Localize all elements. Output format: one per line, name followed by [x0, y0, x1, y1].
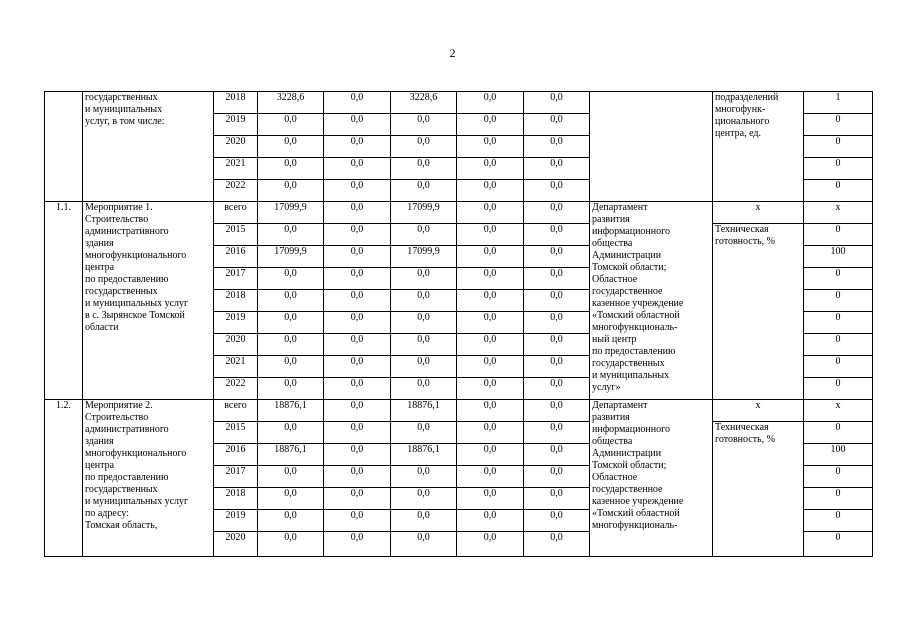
- regional-budget-cell: 0,0: [391, 422, 457, 444]
- indicator-value-cell: 0: [804, 466, 873, 488]
- total-funding-cell: 0,0: [258, 290, 324, 312]
- other-sources-cell: 0,0: [524, 136, 590, 158]
- regional-budget-cell: 0,0: [391, 268, 457, 290]
- regional-budget-cell: 0,0: [391, 158, 457, 180]
- total-funding-cell: 0,0: [258, 268, 324, 290]
- row-number-cell: 1.2.: [45, 400, 83, 557]
- regional-budget-cell: 0,0: [391, 180, 457, 202]
- total-funding-cell: 18876,1: [258, 400, 324, 422]
- regional-budget-cell: 0,0: [391, 114, 457, 136]
- program-table: [44, 91, 873, 557]
- year-cell: 2016: [214, 246, 258, 268]
- other-sources-cell: 0,0: [524, 510, 590, 532]
- federal-budget-cell: 0,0: [324, 444, 391, 466]
- regional-budget-cell: 18876,1: [391, 400, 457, 422]
- indicator-value-cell: 100: [804, 246, 873, 268]
- local-budget-cell: 0,0: [457, 378, 524, 400]
- indicator-value-cell: 1: [804, 92, 873, 114]
- year-cell: 2018: [214, 92, 258, 114]
- other-sources-cell: 0,0: [524, 158, 590, 180]
- indicator-value-cell: х: [804, 202, 873, 224]
- other-sources-cell: 0,0: [524, 268, 590, 290]
- regional-budget-cell: 0,0: [391, 290, 457, 312]
- measure-name-cell: Мероприятие 2. Строительство административного здания многофункционального центра по предоставлению государственных и муниципальных услуг по адресу: Томская область,: [83, 400, 214, 557]
- total-funding-cell: 17099,9: [258, 202, 324, 224]
- total-funding-cell: 0,0: [258, 180, 324, 202]
- year-cell: 2021: [214, 356, 258, 378]
- federal-budget-cell: 0,0: [324, 246, 391, 268]
- year-cell: 2018: [214, 290, 258, 312]
- other-sources-cell: 0,0: [524, 488, 590, 510]
- total-funding-cell: 0,0: [258, 356, 324, 378]
- local-budget-cell: 0,0: [457, 136, 524, 158]
- indicator-value-cell: 100: [804, 444, 873, 466]
- local-budget-cell: 0,0: [457, 334, 524, 356]
- total-funding-cell: 0,0: [258, 136, 324, 158]
- year-cell: 2022: [214, 180, 258, 202]
- total-funding-cell: 0,0: [258, 510, 324, 532]
- other-sources-cell: 0,0: [524, 532, 590, 557]
- row-number-cell: 1.1.: [45, 202, 83, 400]
- federal-budget-cell: 0,0: [324, 92, 391, 114]
- regional-budget-cell: 0,0: [391, 532, 457, 557]
- year-cell: 2017: [214, 466, 258, 488]
- other-sources-cell: 0,0: [524, 356, 590, 378]
- local-budget-cell: 0,0: [457, 356, 524, 378]
- year-cell: 2017: [214, 268, 258, 290]
- local-budget-cell: 0,0: [457, 224, 524, 246]
- federal-budget-cell: 0,0: [324, 202, 391, 224]
- year-cell: 2016: [214, 444, 258, 466]
- indicator-value-cell: 0: [804, 268, 873, 290]
- local-budget-cell: 0,0: [457, 488, 524, 510]
- other-sources-cell: 0,0: [524, 114, 590, 136]
- measure-name-cell: Мероприятие 1. Строительство административного здания многофункционального центра по предоставлению государственных и муниципальных услуг в с. Зырянское Томской области: [83, 202, 214, 400]
- federal-budget-cell: 0,0: [324, 422, 391, 444]
- other-sources-cell: 0,0: [524, 378, 590, 400]
- indicator-value-cell: 0: [804, 356, 873, 378]
- local-budget-cell: 0,0: [457, 202, 524, 224]
- year-cell: 2015: [214, 422, 258, 444]
- total-funding-cell: 0,0: [258, 422, 324, 444]
- year-cell: 2019: [214, 114, 258, 136]
- regional-budget-cell: 0,0: [391, 356, 457, 378]
- regional-budget-cell: 0,0: [391, 312, 457, 334]
- federal-budget-cell: 0,0: [324, 466, 391, 488]
- regional-budget-cell: 0,0: [391, 136, 457, 158]
- local-budget-cell: 0,0: [457, 246, 524, 268]
- local-budget-cell: 0,0: [457, 422, 524, 444]
- year-cell: 2020: [214, 532, 258, 557]
- local-budget-cell: 0,0: [457, 92, 524, 114]
- other-sources-cell: 0,0: [524, 444, 590, 466]
- regional-budget-cell: 18876,1: [391, 444, 457, 466]
- indicator-value-cell: 0: [804, 488, 873, 510]
- total-funding-cell: 0,0: [258, 488, 324, 510]
- regional-budget-cell: 0,0: [391, 378, 457, 400]
- local-budget-cell: 0,0: [457, 466, 524, 488]
- other-sources-cell: 0,0: [524, 290, 590, 312]
- federal-budget-cell: 0,0: [324, 532, 391, 557]
- year-cell: 2022: [214, 378, 258, 400]
- responsible-executor-cell: Департамент развития информационного общества Администрации Томской области; Областное государственное казенное учреждение «Томский областной многофункциональ- ный центр по предоставлению государственных и муниципальных услуг»: [590, 202, 713, 400]
- year-cell: 2021: [214, 158, 258, 180]
- indicator-name-cell: х: [713, 400, 804, 422]
- year-cell: всего: [214, 202, 258, 224]
- other-sources-cell: 0,0: [524, 422, 590, 444]
- indicator-value-cell: 0: [804, 290, 873, 312]
- other-sources-cell: 0,0: [524, 92, 590, 114]
- local-budget-cell: 0,0: [457, 180, 524, 202]
- local-budget-cell: 0,0: [457, 400, 524, 422]
- federal-budget-cell: 0,0: [324, 158, 391, 180]
- federal-budget-cell: 0,0: [324, 510, 391, 532]
- other-sources-cell: 0,0: [524, 180, 590, 202]
- indicator-value-cell: 0: [804, 334, 873, 356]
- regional-budget-cell: 0,0: [391, 224, 457, 246]
- indicator-value-cell: 0: [804, 378, 873, 400]
- regional-budget-cell: 0,0: [391, 334, 457, 356]
- total-funding-cell: 0,0: [258, 378, 324, 400]
- other-sources-cell: 0,0: [524, 246, 590, 268]
- local-budget-cell: 0,0: [457, 158, 524, 180]
- federal-budget-cell: 0,0: [324, 400, 391, 422]
- federal-budget-cell: 0,0: [324, 114, 391, 136]
- row-number-cell: [45, 92, 83, 202]
- federal-budget-cell: 0,0: [324, 312, 391, 334]
- other-sources-cell: 0,0: [524, 312, 590, 334]
- total-funding-cell: 0,0: [258, 158, 324, 180]
- year-cell: всего: [214, 400, 258, 422]
- indicator-value-cell: 0: [804, 180, 873, 202]
- indicator-name-cell: х: [713, 202, 804, 224]
- federal-budget-cell: 0,0: [324, 356, 391, 378]
- regional-budget-cell: 17099,9: [391, 202, 457, 224]
- federal-budget-cell: 0,0: [324, 378, 391, 400]
- other-sources-cell: 0,0: [524, 466, 590, 488]
- local-budget-cell: 0,0: [457, 268, 524, 290]
- year-cell: 2018: [214, 488, 258, 510]
- local-budget-cell: 0,0: [457, 312, 524, 334]
- regional-budget-cell: 3228,6: [391, 92, 457, 114]
- local-budget-cell: 0,0: [457, 114, 524, 136]
- year-cell: 2015: [214, 224, 258, 246]
- federal-budget-cell: 0,0: [324, 180, 391, 202]
- responsible-executor-cell: [590, 92, 713, 202]
- measure-name-cell: государственных и муниципальных услуг, в том числе:: [83, 92, 214, 202]
- total-funding-cell: 0,0: [258, 114, 324, 136]
- total-funding-cell: 0,0: [258, 224, 324, 246]
- regional-budget-cell: 0,0: [391, 466, 457, 488]
- local-budget-cell: 0,0: [457, 532, 524, 557]
- regional-budget-cell: 17099,9: [391, 246, 457, 268]
- local-budget-cell: 0,0: [457, 444, 524, 466]
- indicator-value-cell: 0: [804, 136, 873, 158]
- federal-budget-cell: 0,0: [324, 290, 391, 312]
- regional-budget-cell: 0,0: [391, 510, 457, 532]
- federal-budget-cell: 0,0: [324, 136, 391, 158]
- indicator-value-cell: 0: [804, 312, 873, 334]
- responsible-executor-cell: Департамент развития информационного общества Администрации Томской области; Областное государственное казенное учреждение «Томский областной многофункциональ-: [590, 400, 713, 557]
- table-row: [45, 400, 873, 422]
- total-funding-cell: 17099,9: [258, 246, 324, 268]
- federal-budget-cell: 0,0: [324, 268, 391, 290]
- total-funding-cell: 18876,1: [258, 444, 324, 466]
- federal-budget-cell: 0,0: [324, 334, 391, 356]
- regional-budget-cell: 0,0: [391, 488, 457, 510]
- other-sources-cell: 0,0: [524, 202, 590, 224]
- indicator-value-cell: х: [804, 400, 873, 422]
- total-funding-cell: 3228,6: [258, 92, 324, 114]
- other-sources-cell: 0,0: [524, 334, 590, 356]
- federal-budget-cell: 0,0: [324, 488, 391, 510]
- year-cell: 2019: [214, 312, 258, 334]
- year-cell: 2019: [214, 510, 258, 532]
- total-funding-cell: 0,0: [258, 334, 324, 356]
- indicator-name-cell: Техническая готовность, %: [713, 224, 804, 400]
- local-budget-cell: 0,0: [457, 290, 524, 312]
- indicator-value-cell: 0: [804, 158, 873, 180]
- indicator-value-cell: 0: [804, 510, 873, 532]
- other-sources-cell: 0,0: [524, 400, 590, 422]
- other-sources-cell: 0,0: [524, 224, 590, 246]
- table-row: [45, 92, 873, 114]
- year-cell: 2020: [214, 334, 258, 356]
- total-funding-cell: 0,0: [258, 532, 324, 557]
- total-funding-cell: 0,0: [258, 312, 324, 334]
- federal-budget-cell: 0,0: [324, 224, 391, 246]
- indicator-value-cell: 0: [804, 114, 873, 136]
- year-cell: 2020: [214, 136, 258, 158]
- indicator-name-cell: подразделений многофунк- ционального центра, ед.: [713, 92, 804, 202]
- indicator-value-cell: 0: [804, 532, 873, 557]
- indicator-value-cell: 0: [804, 224, 873, 246]
- total-funding-cell: 0,0: [258, 466, 324, 488]
- table-row: [45, 202, 873, 224]
- indicator-name-cell: Техническая готовность, %: [713, 422, 804, 557]
- page-number: 2: [449, 46, 456, 60]
- indicator-value-cell: 0: [804, 422, 873, 444]
- local-budget-cell: 0,0: [457, 510, 524, 532]
